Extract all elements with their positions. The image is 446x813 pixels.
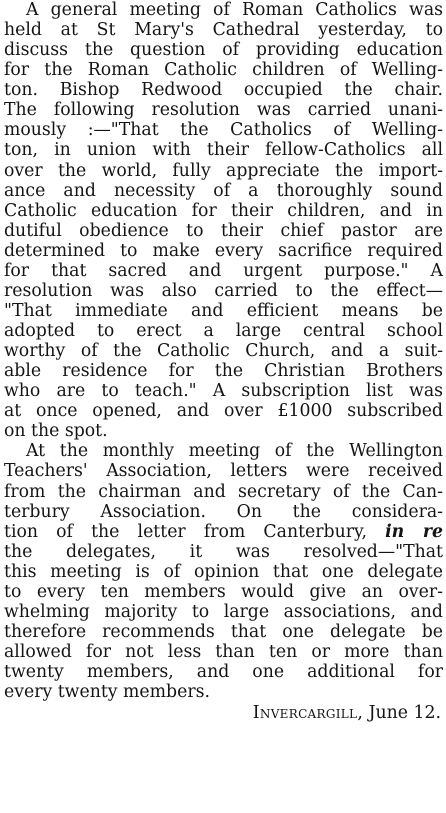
text-line: At the monthly meeting of the Wellington [26, 441, 443, 462]
text-line: discuss the question of providing education [4, 40, 443, 61]
text-line: terbury Association. On the considera- [4, 501, 443, 522]
text-line: determined to make every sacrifice required [4, 240, 443, 261]
text-line: for that sacred and urgent purpose." A [4, 260, 443, 281]
text-line: this meeting is of opinion that one delegate [4, 561, 443, 582]
text-line: ton, in union with their fellow-Catholics all [4, 140, 443, 161]
in-re-italic: in re [385, 521, 443, 542]
text-line: allowed for not less than ten or more than [4, 642, 443, 662]
text-line: mously :—"That the Catholics of Welling- [4, 120, 443, 141]
text-line: for the Roman Catholic children of Welling- [4, 60, 443, 81]
text-line: able residence for the Christian Brothers [4, 361, 443, 382]
text-line: held at St Mary's Cathedral yesterday, to [4, 20, 443, 41]
text-line: the delegates, it was resolved—"That [4, 541, 443, 562]
text-line: dutiful obedience to their chief pastor are [4, 220, 443, 241]
text-line: ton. Bishop Redwood occupied the chair. [4, 80, 443, 101]
dateline [4, 703, 443, 723]
text-line [4, 522, 443, 542]
text-line: The following resolution was carried unani- [4, 100, 443, 121]
text-line: resolution was also carried to the effect— [4, 280, 443, 301]
text-line: worthy of the Catholic Church, and a suit- [4, 341, 443, 362]
text-line: ance and necessity of a thoroughly sound [4, 180, 443, 201]
paragraph-teachers-association [4, 441, 443, 702]
dateline-date: June 12. [368, 703, 441, 724]
text-line-start: tion of the letter from Canterbury, [4, 521, 367, 542]
paragraph-catholic-meeting [4, 0, 443, 441]
dateline-place: Invercargill, [252, 703, 364, 724]
text-line: on the spot. [4, 421, 108, 442]
text-line: every twenty members. [4, 682, 210, 703]
text-line: whelming majority to large associations, and [4, 601, 443, 622]
text-line: "That immediate and efficient means be [4, 300, 443, 321]
text-line: who are to teach." A subscription list was [4, 381, 443, 402]
text-line: Teachers' Association, letters were received [4, 461, 443, 482]
text-line: Catholic education for their children, and in [4, 200, 443, 221]
text-line: at once opened, and over £1000 subscribed [4, 401, 443, 422]
text-line: to every ten members would give an over- [4, 581, 443, 602]
text-line: therefore recommends that one delegate be [4, 621, 443, 642]
text-line: from the chairman and secretary of the Can- [4, 481, 443, 502]
text-line: over the world, fully appreciate the import- [4, 160, 443, 181]
text-line: adopted to erect a large central school [4, 321, 443, 341]
text-line: twenty members, and one additional for [4, 662, 443, 683]
text-line: A general meeting of Roman Catholics was [26, 0, 443, 20]
